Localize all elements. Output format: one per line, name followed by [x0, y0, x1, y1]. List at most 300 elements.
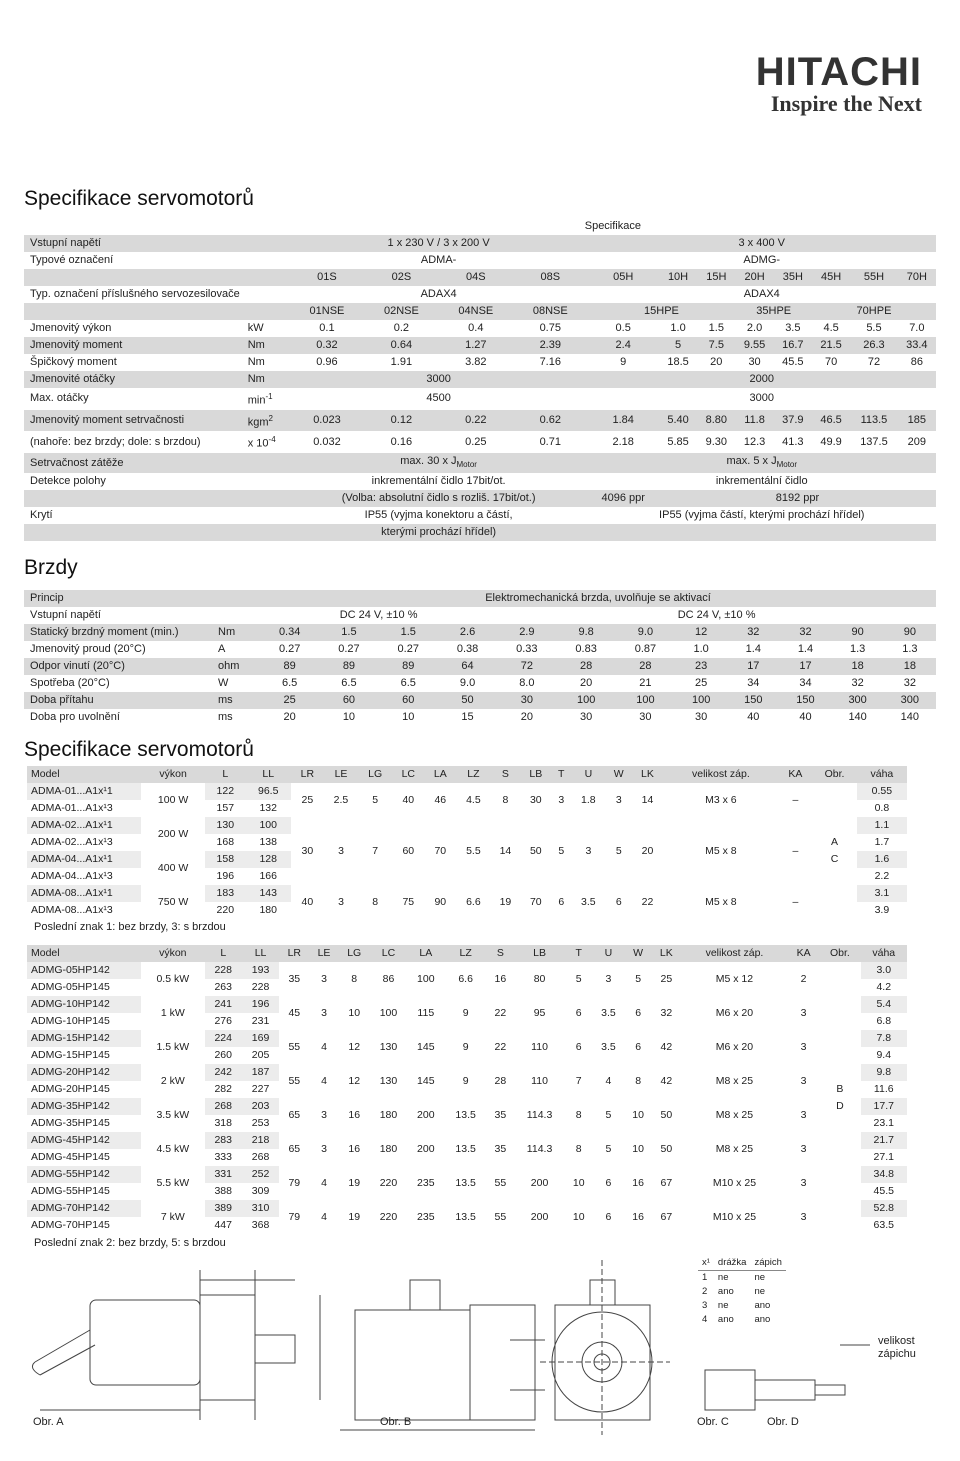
- spec-unit: x $10^{-4}$: [247, 435, 276, 450]
- motor-drawings: [0, 1250, 960, 1445]
- dim-cell: 9: [462, 1006, 469, 1019]
- dim-cell: –: [792, 793, 799, 806]
- l-cell: 276: [214, 1015, 232, 1027]
- dim-cell: 9: [462, 1040, 469, 1053]
- column-header: LA: [407, 945, 444, 962]
- dim-cell: 55: [288, 1040, 301, 1053]
- spec-cell: 04NSE: [439, 303, 513, 320]
- weight-cell: 3.9: [874, 904, 890, 916]
- spec-label: Jmenovitý moment: [24, 337, 242, 354]
- weight-cell: 52.8: [861, 1200, 907, 1217]
- brakes-cell: 140: [900, 711, 920, 723]
- spec-cell: ADAX4: [420, 288, 457, 300]
- dim-cell: 6: [575, 1006, 582, 1019]
- brakes-cell: 21: [639, 677, 652, 689]
- table-row: [24, 490, 936, 507]
- dim-cell: 4: [321, 1176, 327, 1189]
- table-row: [24, 252, 936, 269]
- spec-cell: 70HPE: [812, 303, 936, 320]
- spec-cell: 5.5: [866, 322, 882, 334]
- legend-header-cell: x¹: [698, 1256, 714, 1271]
- figure-ref-item: A: [830, 836, 838, 848]
- brakes-cell: 32: [851, 677, 864, 689]
- spec-cell: IP55 (vyjma částí, kterými prochází hřídel): [659, 509, 865, 522]
- dim-cell: M3 x 6: [705, 793, 737, 806]
- power-cell: 1 kW: [160, 1006, 185, 1019]
- dim-cell: 42: [660, 1074, 673, 1087]
- spec-cell: 01NSE: [290, 303, 364, 320]
- spec-unit: [242, 235, 290, 252]
- column-header: LC: [370, 945, 407, 962]
- legend-cell: ano: [754, 1314, 771, 1325]
- dim-cell: 67: [660, 1176, 673, 1189]
- spec-cell: 16.7: [774, 337, 812, 354]
- brakes-label: Odpor vinutí (20°C): [24, 658, 212, 675]
- column-header: výkon: [141, 945, 205, 962]
- table-row: [24, 607, 936, 624]
- caption-obr-b: Obr. B: [380, 1416, 412, 1428]
- spec-unit: kW: [247, 322, 264, 334]
- ll-cell: 205: [251, 1049, 270, 1061]
- dimensions-table-adma: [27, 766, 907, 919]
- spec-cell: [588, 524, 937, 541]
- spec-label: Max. otáčky: [30, 392, 89, 405]
- dim-cell: 3: [800, 1074, 807, 1087]
- dim-cell: 235: [417, 1176, 435, 1189]
- spec-unit: kgm$^2$: [242, 410, 290, 432]
- power-cell: 3.5 kW: [156, 1108, 190, 1121]
- dim-cell: 3: [585, 844, 592, 857]
- weight-cell: 7.8: [861, 1030, 907, 1047]
- dim-cell: M10 x 25: [712, 1210, 757, 1223]
- dim-cell: 60: [402, 844, 415, 857]
- dim-cell: 3: [321, 972, 327, 985]
- spec-cell: 46.5: [812, 410, 850, 432]
- size-label-line2: zápichu: [878, 1348, 916, 1360]
- brakes-cell: 100: [556, 692, 615, 709]
- legend-cell: ne: [754, 1272, 766, 1283]
- dim-cell: 3: [800, 1040, 807, 1053]
- dim-cell: 75: [402, 895, 415, 908]
- dim-cell: 35: [288, 972, 301, 985]
- table-row: [27, 1064, 907, 1081]
- model-cell: ADMG-15HP142: [27, 1030, 141, 1047]
- legend-cell: 1: [702, 1272, 708, 1283]
- model-cell: ADMG-45HP142: [27, 1132, 141, 1149]
- spec-cell: kterými prochází hřídel): [290, 524, 588, 541]
- spec-cell: 7.5: [697, 337, 735, 354]
- dim-cell: 35: [494, 1108, 507, 1121]
- spec-cell: 55H: [850, 269, 897, 286]
- dim-cell: M5 x 12: [715, 972, 754, 985]
- logo-tagline: Inspire the Next: [770, 91, 922, 116]
- dim-cell: 70: [529, 895, 542, 908]
- dim-cell: 8: [575, 1142, 582, 1155]
- column-header: LB: [520, 766, 551, 783]
- table-row: [27, 1166, 907, 1183]
- dim-cell: 3.5: [601, 1040, 616, 1053]
- dim-cell: 130: [379, 1074, 398, 1087]
- spec-cell: 30: [748, 356, 761, 368]
- model-cell: ADMA-04...A1x¹3: [31, 870, 113, 882]
- table-row: [24, 269, 936, 286]
- column-header: LZ: [444, 945, 486, 962]
- weight-cell: 34.8: [861, 1166, 907, 1183]
- weight-cell: 9.4: [876, 1049, 892, 1061]
- brakes-cell: 15: [461, 711, 474, 723]
- spec-label: Jmenovitý moment setrvačnosti: [24, 410, 242, 432]
- drawing-b: [340, 1280, 545, 1430]
- spec-unit: Nm: [242, 371, 290, 388]
- brakes-cell: 0.87: [634, 643, 657, 655]
- column-header: LL: [242, 945, 279, 962]
- note-admg: Poslední znak 2: bez brzdy, 5: s brzdou: [34, 1237, 226, 1249]
- table-row: [24, 410, 936, 432]
- dim-cell: M8 x 25: [715, 1108, 754, 1121]
- spec-label: Typ. označení příslušného servozesilovače: [30, 288, 240, 300]
- ll-cell: 231: [251, 1015, 270, 1027]
- spec-table: [24, 218, 936, 541]
- table-row: [27, 1030, 907, 1047]
- spec-cell: 10H: [659, 269, 697, 286]
- dim-cell: 180: [379, 1142, 398, 1155]
- brakes-unit: A: [218, 643, 226, 655]
- dim-cell: 79: [288, 1210, 301, 1223]
- ll-cell: 252: [242, 1166, 279, 1183]
- brakes-cell: 1.3: [902, 643, 918, 655]
- spec-cell: 3000: [290, 371, 588, 388]
- dim-cell: 3: [615, 793, 622, 806]
- model-cell: ADMG-35HP142: [27, 1098, 141, 1115]
- model-cell: ADMA-04...A1x¹1: [27, 851, 141, 868]
- table-row: [27, 783, 907, 800]
- spec-unit: [242, 507, 290, 524]
- brakes-cell: 20: [580, 677, 593, 689]
- table-row: [24, 709, 936, 726]
- spec-cell: 15H: [697, 269, 735, 286]
- weight-cell: 9.8: [861, 1064, 907, 1081]
- spec-cell: 18.5: [667, 356, 689, 368]
- table-row: [24, 320, 936, 337]
- spec-cell: 8.80: [697, 410, 735, 432]
- spec-cell: 0.2: [393, 322, 410, 334]
- spec-cell: 3.5: [785, 322, 801, 334]
- dim-cell: 3: [800, 1142, 807, 1155]
- brakes-cell: 6.5: [341, 677, 357, 689]
- brakes-cell: DC 24 V, ±10 %: [677, 609, 756, 621]
- l-cell: 241: [205, 996, 242, 1013]
- ll-cell: 132: [259, 802, 277, 814]
- dim-cell: 10: [632, 1142, 644, 1155]
- spec-unit: [242, 286, 290, 303]
- table-header-row: [27, 945, 907, 962]
- spec-cell: 113.5: [850, 410, 897, 432]
- spec-header: Specifikace: [584, 220, 641, 232]
- brakes-cell: 12: [675, 624, 727, 641]
- table-row: [24, 431, 936, 453]
- caption-obr-c: Obr. C: [697, 1416, 729, 1428]
- spec-unit: [242, 252, 290, 269]
- dim-cell: 4: [321, 1040, 327, 1053]
- dim-cell: 100: [417, 972, 435, 985]
- spec-label: Vstupní napětí: [24, 235, 242, 252]
- dim-cell: 55: [494, 1176, 507, 1189]
- spec-cell: 5.40: [659, 410, 697, 432]
- dim-cell: 16: [632, 1210, 644, 1223]
- spec-cell: 9.30: [705, 435, 728, 448]
- section-title-spec: Specifikace servomotorů: [24, 187, 254, 210]
- spec-cell: 86: [910, 356, 923, 368]
- brakes-unit: ohm: [212, 658, 260, 675]
- ll-cell: 100: [245, 817, 291, 834]
- table-row: [24, 675, 936, 692]
- dim-cell: 16: [494, 972, 507, 985]
- figure-ref-item: B: [836, 1083, 844, 1095]
- dim-cell: 90: [434, 895, 447, 908]
- weight-cell: 1.7: [874, 836, 890, 848]
- ll-cell: 193: [242, 962, 279, 979]
- column-header: výkon: [141, 766, 205, 783]
- spec-cell: 20: [710, 356, 723, 368]
- dim-cell: 115: [417, 1006, 435, 1019]
- column-header: T: [565, 945, 592, 962]
- model-cell: ADMG-10HP145: [31, 1015, 110, 1027]
- brakes-cell: 1.4: [745, 643, 761, 655]
- column-header: KA: [788, 945, 819, 962]
- ll-cell: 196: [242, 996, 279, 1013]
- spec-cell: 1.5: [708, 322, 724, 334]
- spec-cell: 2.39: [513, 337, 587, 354]
- brakes-unit: [212, 607, 260, 624]
- brakes-label: Doba přítahu: [24, 692, 212, 709]
- spec-cell: 9: [620, 356, 627, 368]
- spec-label: Krytí: [30, 509, 53, 522]
- dim-cell: 70: [434, 844, 447, 857]
- spec-cell: 4.5: [823, 322, 839, 334]
- model-cell: ADMA-01...A1x¹3: [31, 802, 113, 814]
- ll-cell: 180: [259, 904, 277, 916]
- weight-cell: 45.5: [873, 1185, 894, 1197]
- spec-cell: 0.5: [615, 322, 631, 334]
- brakes-cell: 6.5: [282, 677, 298, 689]
- dim-cell: 55: [288, 1074, 301, 1087]
- dim-cell: 19: [499, 895, 512, 908]
- brakes-cell: 30: [580, 711, 593, 723]
- brakes-label: Spotřeba (20°C): [30, 677, 110, 689]
- dim-cell: 6.6: [458, 972, 473, 985]
- brakes-cell: 0.83: [575, 643, 597, 655]
- dim-cell: 35: [494, 1142, 507, 1155]
- legend-cell: ne: [754, 1286, 766, 1297]
- spec-cell: 35H: [774, 269, 812, 286]
- drawing-c: [540, 1260, 670, 1435]
- brakes-cell: 25: [260, 692, 319, 709]
- dim-cell: 3: [338, 844, 344, 857]
- table-row: [27, 1132, 907, 1149]
- column-header: S: [487, 945, 514, 962]
- table-row: [24, 524, 936, 541]
- dim-cell: 4: [321, 1074, 327, 1087]
- brakes-cell: 0.38: [456, 643, 479, 655]
- power-cell: 5.5 kW: [156, 1176, 190, 1189]
- dim-cell: 8: [351, 972, 358, 985]
- model-cell: ADMA-08...A1x¹3: [31, 904, 113, 916]
- spec-unit: [242, 473, 290, 490]
- dim-cell: 3: [558, 793, 565, 806]
- brakes-cell: 60: [319, 692, 378, 709]
- brakes-label: Doba pro uvolnění: [30, 711, 120, 723]
- ll-cell: 228: [251, 981, 270, 993]
- dim-cell: 6: [635, 1040, 642, 1053]
- brakes-cell: 100: [616, 692, 675, 709]
- dim-cell: 65: [288, 1108, 301, 1121]
- column-header: U: [571, 766, 606, 783]
- column-header: velikost záp.: [681, 945, 788, 962]
- weight-cell: 6.8: [876, 1015, 892, 1027]
- dim-cell: 220: [379, 1176, 398, 1189]
- ll-cell: 268: [251, 1151, 270, 1163]
- model-cell: ADMG-20HP145: [31, 1083, 110, 1095]
- dim-cell: 50: [529, 844, 542, 857]
- brakes-cell: 1.0: [693, 643, 709, 655]
- column-header: LE: [324, 766, 359, 783]
- dim-cell: M8 x 25: [715, 1142, 754, 1155]
- dim-cell: 8: [635, 1074, 642, 1087]
- dim-cell: M5 x 8: [705, 844, 737, 857]
- spec-cell: 8192 ppr: [659, 490, 936, 507]
- column-header: LB: [514, 945, 565, 962]
- spec-cell: 35HPE: [735, 303, 812, 320]
- dim-cell: 145: [417, 1040, 435, 1053]
- table-row: [24, 692, 936, 709]
- table-row: [24, 507, 936, 524]
- dim-cell: 5: [605, 1142, 612, 1155]
- spec-cell: inkrementální čidlo: [715, 475, 808, 488]
- dim-cell: 28: [494, 1074, 507, 1087]
- brakes-cell: Elektromechanická brzda, uvolňuje se aktivací: [260, 590, 936, 607]
- dim-cell: 200: [417, 1142, 435, 1155]
- dim-cell: 40: [402, 793, 415, 806]
- weight-cell: 0.55: [857, 783, 907, 800]
- spec-cell: 1.27: [439, 337, 513, 354]
- dim-cell: 4: [321, 1210, 327, 1223]
- dim-cell: 46: [434, 793, 447, 806]
- column-header: LZ: [456, 766, 491, 783]
- spec-unit: [242, 453, 290, 473]
- brakes-cell: 50: [438, 692, 497, 709]
- dim-cell: 6: [558, 895, 565, 908]
- dimensions-table-admg: [27, 945, 907, 1234]
- spec-label: Špičkový moment: [30, 356, 117, 368]
- figure-ref-item: D: [836, 1100, 844, 1112]
- brakes-cell: 64: [438, 658, 497, 675]
- brakes-cell: 72: [497, 658, 556, 675]
- dim-cell: M6 x 20: [715, 1006, 754, 1019]
- brakes-cell: 28: [616, 658, 675, 675]
- model-cell: ADMA-01...A1x¹1: [27, 783, 141, 800]
- l-cell: 122: [205, 783, 245, 800]
- spec-cell: 20H: [735, 269, 773, 286]
- column-header: LK: [652, 945, 681, 962]
- spec-label: [24, 269, 242, 286]
- l-cell: 130: [205, 817, 245, 834]
- spec-cell: 0.25: [465, 435, 487, 448]
- table-row: [24, 624, 936, 641]
- brakes-cell: 30: [639, 711, 652, 723]
- brakes-cell: 40: [799, 711, 812, 723]
- spec-cell: 7.0: [909, 322, 925, 334]
- column-header: LG: [358, 766, 392, 783]
- brakes-label: Jmenovitý proud (20°C): [30, 643, 146, 655]
- spec-cell: 45H: [812, 269, 850, 286]
- dim-cell: 30: [529, 793, 542, 806]
- model-cell: ADMG-05HP145: [31, 981, 110, 993]
- brakes-cell: 150: [779, 692, 831, 709]
- brakes-cell: 30: [497, 692, 556, 709]
- brakes-cell: 300: [832, 692, 884, 709]
- brakes-cell: 0.34: [260, 624, 319, 641]
- dim-cell: 3: [800, 1006, 807, 1019]
- l-cell: 260: [214, 1049, 232, 1061]
- brakes-cell: 6.5: [400, 677, 416, 689]
- l-cell: 242: [205, 1064, 242, 1081]
- dim-cell: 25: [301, 793, 314, 806]
- table-row: [24, 641, 936, 658]
- column-header: velikost záp.: [663, 766, 778, 783]
- spec-cell: 4096 ppr: [588, 490, 659, 507]
- brakes-cell: 1.4: [797, 643, 814, 655]
- logo-brand: HITACHI: [755, 50, 922, 94]
- l-cell: 389: [205, 1200, 242, 1217]
- dim-cell: 7: [372, 844, 379, 857]
- spec-cell: inkrementální čidlo 17bit/ot.: [371, 475, 506, 488]
- spec-label: [24, 303, 242, 320]
- spec-cell: 2.18: [612, 435, 634, 448]
- spec-unit: Nm: [247, 356, 265, 368]
- spec-cell: 08S: [513, 269, 587, 286]
- column-header: váha: [861, 945, 907, 962]
- size-label-line1: velikost: [878, 1335, 915, 1347]
- caption-obr-a: Obr. A: [33, 1416, 64, 1428]
- table-row: [24, 388, 936, 410]
- l-cell: 157: [216, 802, 235, 814]
- dim-cell: 65: [288, 1142, 301, 1155]
- dim-cell: 80: [533, 972, 546, 985]
- spec-cell: 49.9: [820, 435, 842, 448]
- spec-cell: 0.1: [319, 322, 335, 334]
- note-adma: Poslední znak 1: bez brzdy, 3: s brzdou: [34, 921, 226, 933]
- ll-cell: 138: [259, 836, 277, 848]
- brakes-cell: 8.0: [519, 677, 535, 689]
- spec-cell: 3000: [749, 392, 774, 405]
- brakes-cell: 300: [884, 692, 936, 709]
- dim-cell: 110: [531, 1074, 548, 1087]
- brakes-cell: 1.3: [849, 643, 866, 655]
- dim-cell: –: [792, 844, 799, 857]
- spec-cell: 33.4: [898, 337, 936, 354]
- ll-cell: 143: [245, 885, 291, 902]
- ll-cell: 169: [242, 1030, 279, 1047]
- l-cell: 158: [205, 851, 245, 868]
- column-header: LL: [245, 766, 291, 783]
- spec-cell: 08NSE: [513, 303, 587, 320]
- legend-cell: ano: [717, 1286, 734, 1297]
- dim-cell: 5: [575, 972, 582, 985]
- dim-cell: 14: [641, 793, 654, 806]
- legend-cell: 2: [702, 1286, 708, 1297]
- figure-ref-item: C: [830, 853, 839, 865]
- dim-cell: 10: [348, 1006, 361, 1019]
